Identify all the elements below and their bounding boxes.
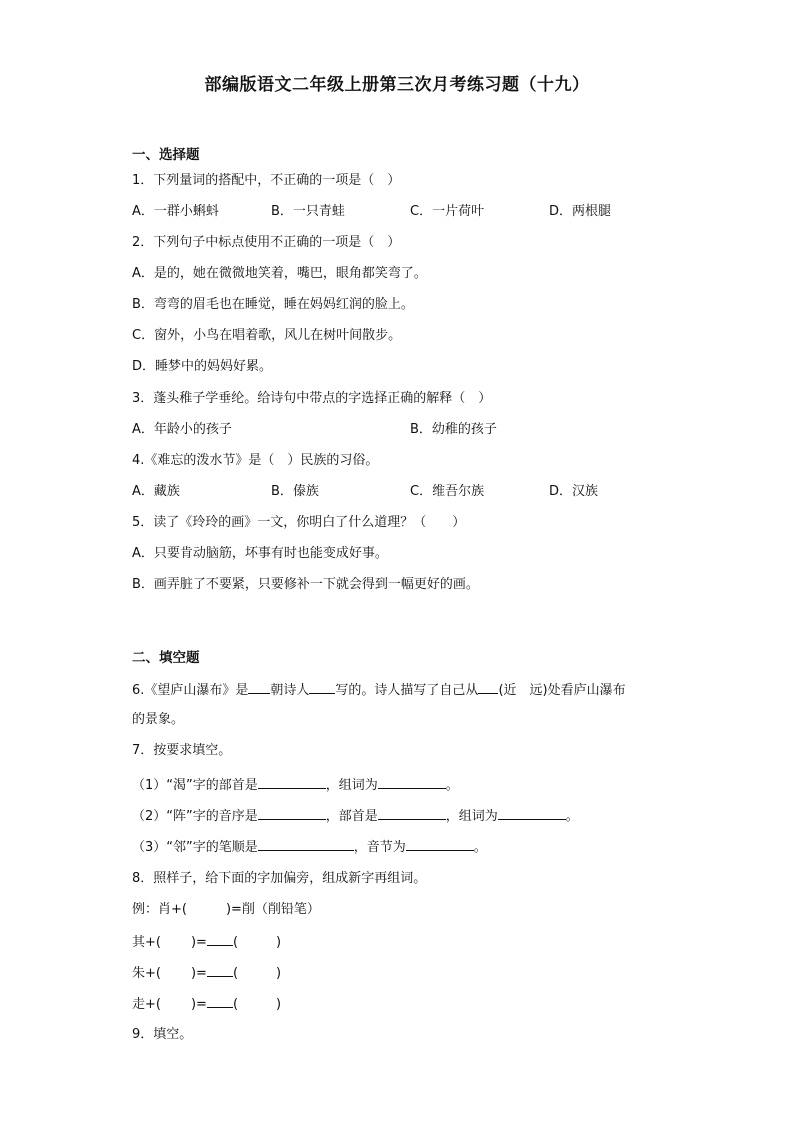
question-3-option-a: A．年龄小的孩子 [132, 422, 232, 437]
answer-blank[interactable] [378, 775, 446, 789]
answer-blank[interactable] [258, 837, 354, 851]
question-9-stem: 9．填空。 [132, 1027, 193, 1042]
question-6-text-4: (近 远)处看庐山瀑布 [498, 683, 626, 698]
question-7-item-2-text: ，组词为 [445, 809, 498, 824]
question-5-stem: 5．读了《玲玲的画》一文，你明白了什么道理？（ ） [132, 515, 466, 530]
question-8-row-text: ( [232, 935, 239, 950]
answer-blank[interactable] [258, 775, 326, 789]
question-7-item-3-text: （3）“邻”字的笔顺是 [132, 840, 258, 855]
question-8-row-text: ) [276, 997, 282, 1012]
question-4-option-d: D．汉族 [549, 484, 599, 499]
question-4-option-c: C．维吾尔族 [410, 484, 485, 499]
question-2-option-d: D．睡梦中的妈妈好累。 [132, 359, 273, 374]
question-7-item-3 [132, 837, 487, 857]
question-8-row-text: 朱+( [132, 966, 161, 981]
question-6-text-3: 写的。诗人描写了自己从 [335, 683, 479, 698]
answer-blank[interactable] [498, 806, 566, 820]
question-4-option-a: A．藏族 [132, 484, 180, 499]
question-7-item-1-text: ，组词为 [325, 778, 378, 793]
question-2-option-a: A．是的，她在微微地笑着，嘴巴，眼角都笑弯了。 [132, 266, 427, 281]
question-1-option-c: C．一片荷叶 [410, 204, 485, 219]
question-1-option-d: D．两根腿 [549, 204, 612, 219]
question-7-item-3-text: ，音节为 [353, 840, 406, 855]
question-8-row-text: )= [190, 966, 207, 981]
question-7-item-2-text: （2）“阵”字的音序是 [132, 809, 258, 824]
question-7-stem: 7．按要求填空。 [132, 743, 232, 758]
section-heading-fill: 二、填空题 [132, 650, 200, 666]
question-6-text-1: 6.《望庐山瀑布》是 [132, 683, 249, 698]
question-6-text-2: 朝诗人 [270, 683, 310, 698]
question-3-option-b: B．幼稚的孩子 [410, 422, 497, 437]
question-7-item-2 [132, 806, 579, 826]
question-5-option-b: B．画弄脏了不要紧，只要修补一下就会得到一幅更好的画。 [132, 577, 479, 592]
question-8-stem: 8．照样子，给下面的字加偏旁，组成新字再组词。 [132, 871, 427, 886]
answer-blank[interactable] [406, 837, 474, 851]
question-8-row-text: )= [190, 997, 207, 1012]
answer-blank[interactable] [478, 680, 498, 694]
answer-blank[interactable] [248, 680, 270, 694]
question-2-stem: 2．下列句子中标点使用不正确的一项是（ ） [132, 235, 401, 250]
question-2-option-b: B．弯弯的眉毛也在睡觉，睡在妈妈红润的脸上。 [132, 297, 414, 312]
question-7-item-1 [132, 775, 459, 795]
question-8-row-text: 走+( [132, 997, 161, 1012]
question-5-option-a: A．只要肯动脑筋，坏事有时也能变成好事。 [132, 546, 388, 561]
answer-blank[interactable] [258, 806, 326, 820]
question-8-row-text: ( [232, 997, 239, 1012]
question-6-line-1 [132, 680, 626, 700]
question-4-option-b: B．傣族 [271, 484, 319, 499]
question-6-line-2: 的景象。 [132, 712, 185, 727]
question-8-row-text: ( [232, 966, 239, 981]
answer-blank[interactable] [207, 994, 233, 1008]
question-1-option-a: A．一群小蝌蚪 [132, 204, 219, 219]
question-7-item-3-text: 。 [473, 840, 487, 855]
question-8-example: 例：肖+( )=削（削铅笔） [132, 902, 320, 917]
question-8-row-text: ) [276, 966, 282, 981]
answer-blank[interactable] [378, 806, 446, 820]
answer-blank[interactable] [309, 680, 335, 694]
question-7-item-2-text: ，部首是 [325, 809, 378, 824]
question-7-item-1-text: （1）“渴”字的部首是 [132, 778, 258, 793]
page-title: 部编版语文二年级上册第三次月考练习题（十九） [204, 75, 590, 95]
question-2-option-c: C．窗外，小鸟在唱着歌，风儿在树叶间散步。 [132, 328, 402, 343]
question-1-option-b: B．一只青蛙 [271, 204, 345, 219]
section-heading-choice: 一、选择题 [132, 147, 200, 163]
question-8-row-3 [132, 994, 281, 1014]
question-8-row-text: 其+( [132, 935, 161, 950]
question-4-stem: 4.《难忘的泼水节》是（ ）民族的习俗。 [132, 453, 379, 468]
question-8-row-text: ) [276, 935, 282, 950]
question-8-row-text: )= [190, 935, 207, 950]
question-1-stem: 1．下列量词的搭配中，不正确的一项是（ ） [132, 173, 401, 188]
question-3-stem: 3．蓬头稚子学垂纶。给诗句中带点的字选择正确的解释（ ） [132, 391, 492, 406]
question-7-item-2-text: 。 [565, 809, 579, 824]
answer-blank[interactable] [207, 932, 233, 946]
question-7-item-1-text: 。 [445, 778, 459, 793]
answer-blank[interactable] [207, 963, 233, 977]
question-8-row-2 [132, 963, 281, 983]
question-8-row-1 [132, 932, 281, 952]
